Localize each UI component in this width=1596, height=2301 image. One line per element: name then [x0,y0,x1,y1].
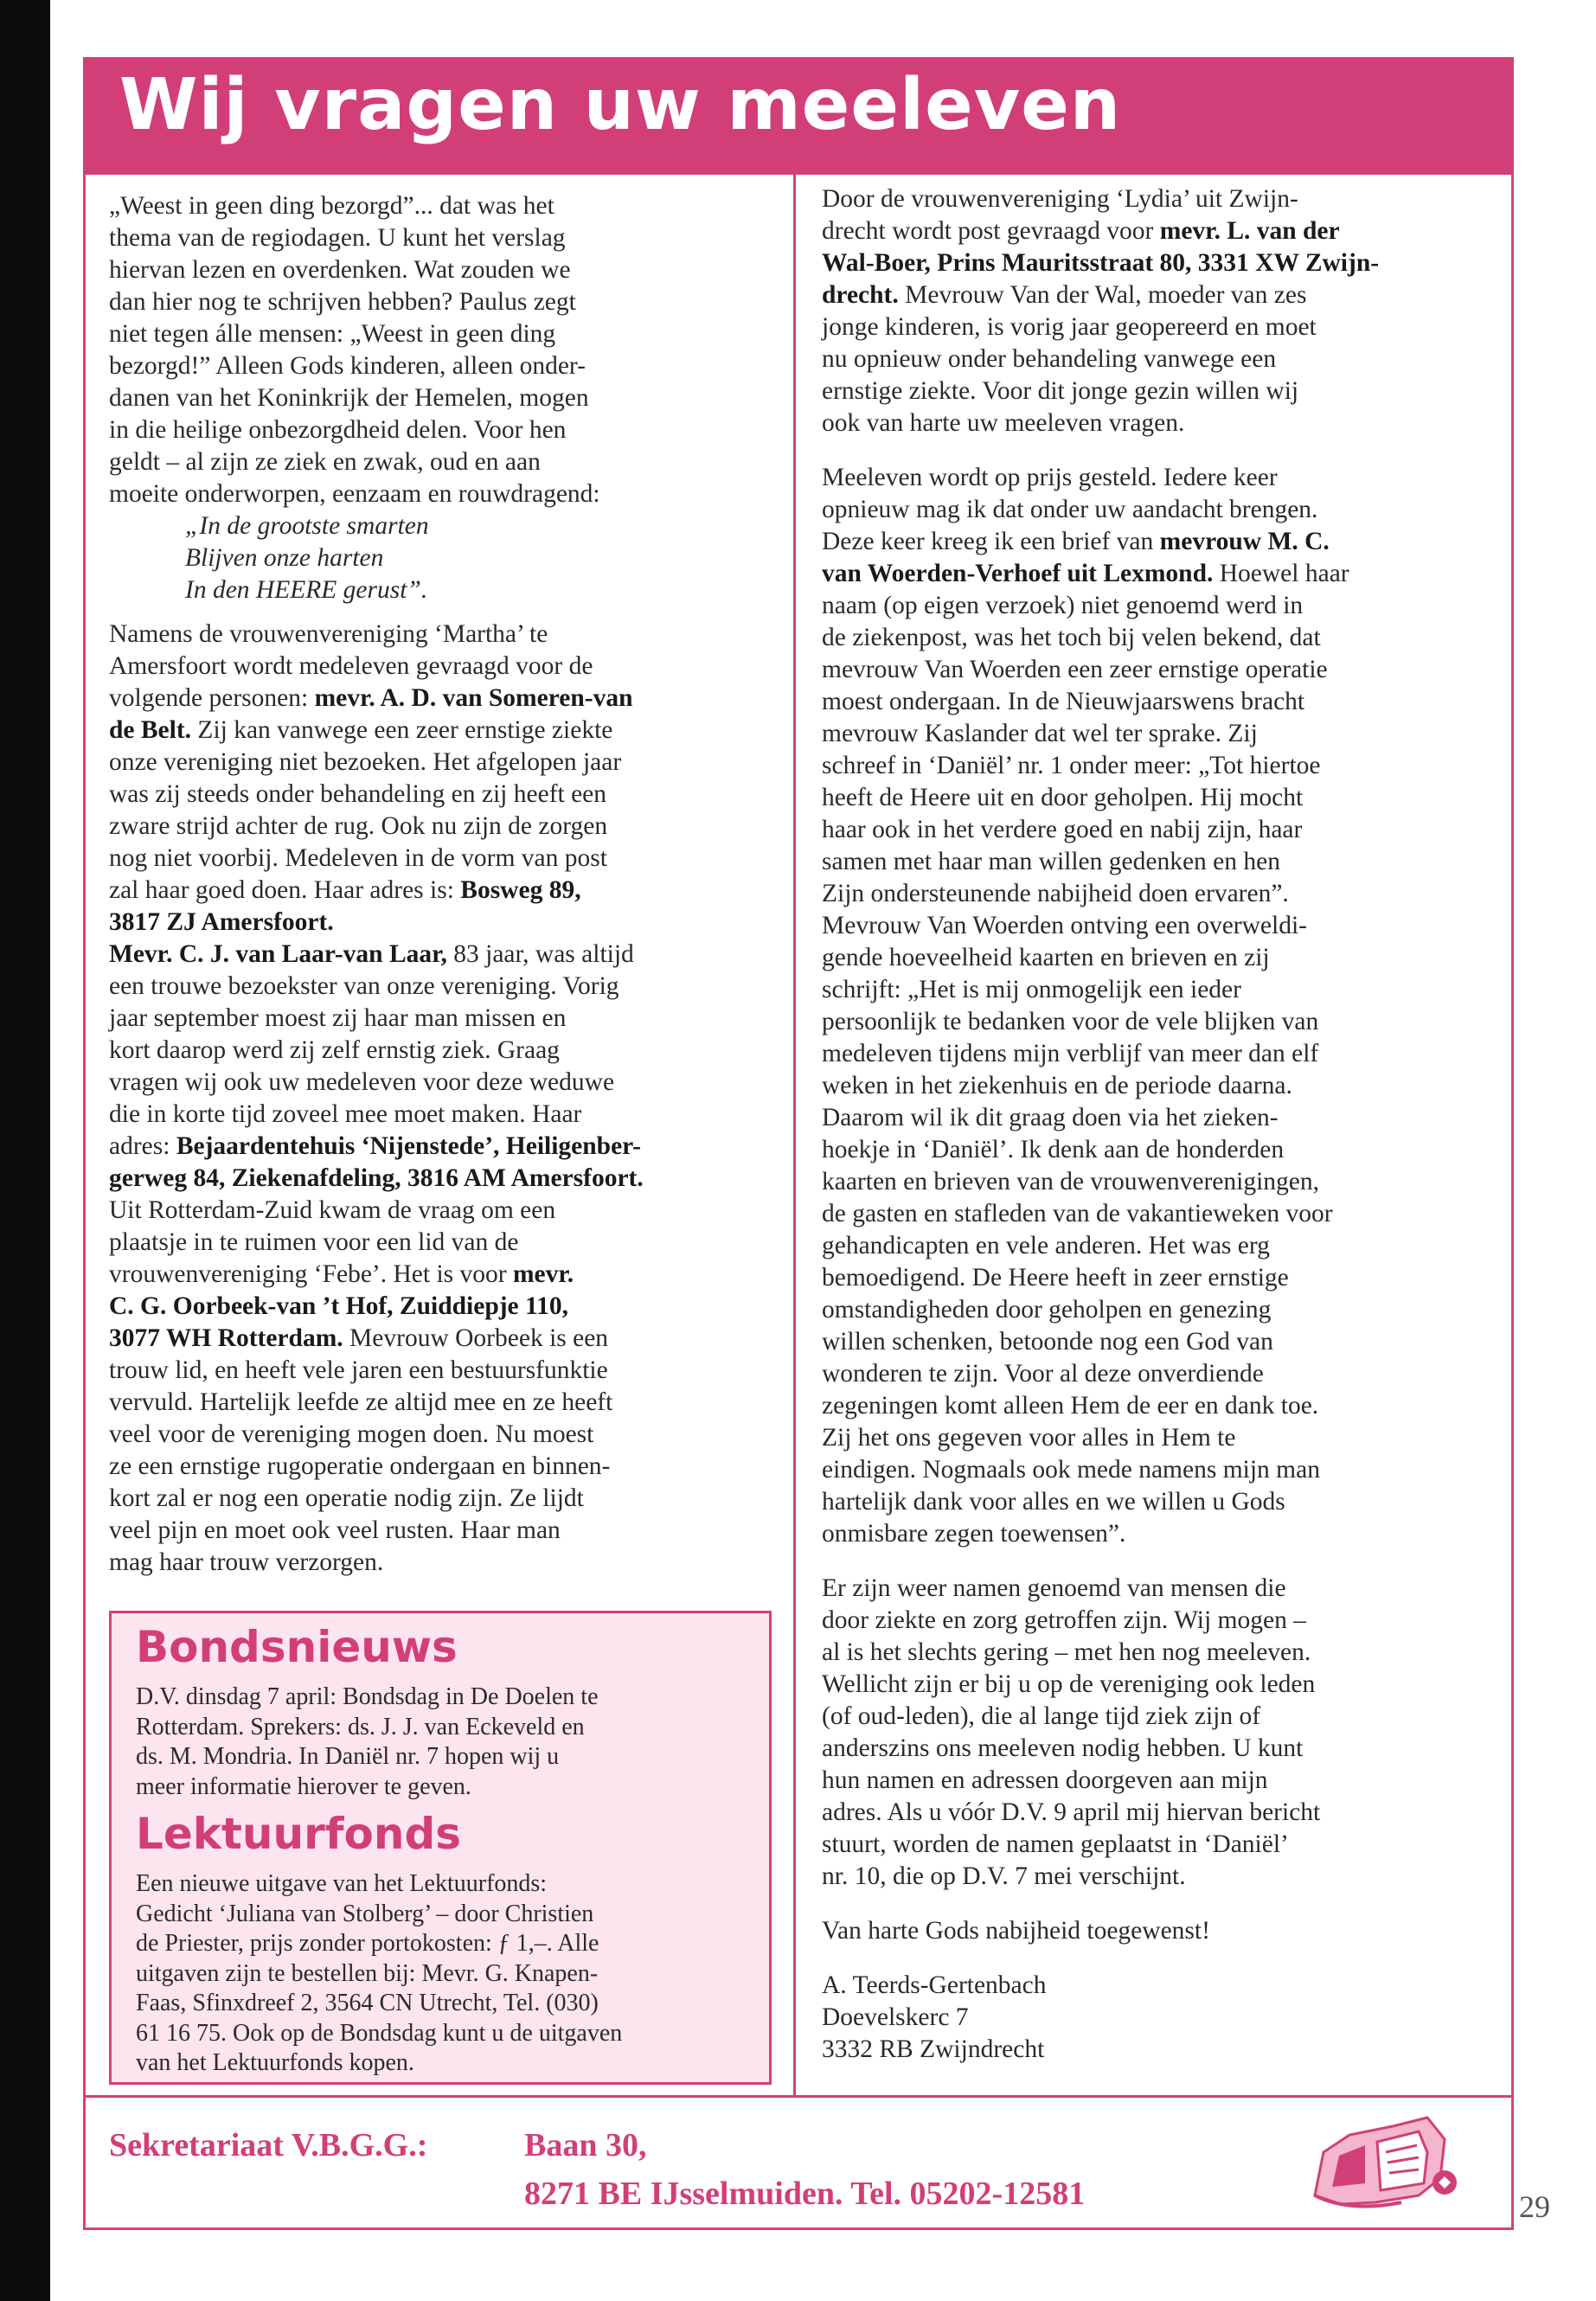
address: 3817 ZJ Amersfoort. [109,908,334,936]
text-line: Meeleven wordt op prijs gesteld. Iedere keer [822,464,1278,491]
text-line: Namens de vrouwenvereniging ‘Martha’ te [109,620,548,648]
poem-line: In den HEERE gerust”. [185,576,428,604]
text-line: volgende personen: mevr. A. D. van Someren-van [109,684,633,712]
text-line: Er zijn weer namen genoemd van mensen die [822,1574,1286,1602]
person-name: Mevr. C. J. van Laar-van Laar, [109,940,447,968]
text-line: eindigen. Nogmaals ook mede namens mijn man [822,1456,1320,1484]
poem-line: „In de grootste smarten [185,512,429,540]
text-line: Mevr. C. J. van Laar-van Laar, 83 jaar, was altijd [109,940,634,968]
secretariat-city-phone: 8271 BE IJsselmuiden. Tel. 05202-12581 [524,2176,1086,2212]
text-line: schreef in ‘Daniël’ nr. 1 onder meer: „Tot hiertoe [822,752,1321,779]
signature-block [822,1970,1488,2066]
text-line: dan hier nog te schrijven hebben? Paulus zegt [109,288,576,316]
text-line: Uit Rotterdam-Zuid kwam de vraag om een [109,1196,556,1224]
person-name: mevrouw M. C. [1159,528,1330,555]
address: drecht. [822,281,899,309]
poem-line: Blijven onze harten [185,544,384,572]
text-line: vrouwenvereniging ‘Febe’. Het is voor mevr. [109,1260,574,1288]
text-line: omstandigheden door geholpen en genezing [822,1296,1272,1324]
lydia-paragraph [822,183,1488,439]
person-name: mevr. L. van der [1159,217,1340,245]
text-line: die in korte tijd zoveel mee moet maken. Haar [109,1100,582,1128]
bondsnieuws-heading: Bondsnieuws [136,1622,458,1672]
association-logo-icon [1298,2100,1471,2213]
text-line: Door de vrouwenvereniging ‘Lydia’ uit Zwijn- [822,185,1298,213]
text-line: veel voor de vereniging mogen doen. Nu moest [109,1420,594,1448]
text-line: Zijn ondersteunende nabijheid doen ervaren”. [822,880,1289,907]
text-line: ernstige ziekte. Voor dit jonge gezin willen wij [822,377,1299,405]
text-line: onmisbare zegen toewensen”. [822,1520,1126,1548]
text-line: de ziekenpost, was het toch bij velen bekend, dat [822,624,1321,651]
right-column [822,183,1488,2066]
text-line: 3077 WH Rotterdam. Mevrouw Oorbeek is een [109,1324,609,1352]
text-line: 61 16 75. Ook op de Bondsdag kunt u de uitgaven [136,2019,623,2047]
address: gerweg 84, Ziekenafdeling, 3816 AM Amersfoort. [109,1164,644,1192]
news-box [109,1611,772,2085]
text-line: al is het slechts gering – met hen nog meeleven. [822,1638,1311,1666]
text-line: hiervan lezen en overdenken. Wat zouden we [109,256,571,284]
text-line: naam (op eigen verzoek) niet genoemd werd in [822,592,1304,619]
text-line: „Weest in geen ding bezorgd”... dat was het [109,192,554,220]
text-line: Deze keer kreeg ik een brief van mevrouw M. C. [822,528,1330,555]
text-line: hoekje in ‘Daniël’. Ik denk aan de honderden [822,1136,1285,1163]
signature-city: 3332 RB Zwijndrecht [822,2035,1045,2063]
text-line: hun namen en adressen doorgeven aan mijn [822,1766,1268,1794]
text-line: geldt – al zijn ze ziek en zwak, oud en aan [109,448,541,476]
text-line: persoonlijk te bedanken voor de vele blijken van [822,1008,1319,1035]
bondsnieuws-body [136,1682,599,1802]
text-line: niet tegen álle mensen: „Weest in geen ding [109,320,556,348]
text-line: opnieuw mag ik dat onder uw aandacht brengen. [822,496,1318,523]
text-line: moeite onderworpen, eenzaam en rouwdragend: [109,480,600,508]
text-line: nu opnieuw onder behandeling vanwege een [822,345,1277,373]
martha-paragraph [109,619,773,939]
text-line: in die heilige onbezorgdheid delen. Voor hen [109,416,567,444]
text-line: meer informatie hierover te geven. [136,1772,471,1800]
text-line: Gedicht ‘Juliana van Stolberg’ – door Christien [136,1900,594,1927]
text-line: drecht wordt post gevraagd voor mevr. L. van der [822,217,1340,245]
text-line: bezorgd!” Alleen Gods kinderen, alleen onder- [109,352,586,380]
text-line: Daarom wil ik dit graag doen via het zieken- [822,1104,1279,1131]
person-name: mevr. A. D. van Someren-van [314,684,633,712]
text-line: de Priester, prijs zonder portokosten: ƒ 1,–. Alle [136,1930,599,1957]
text-line: hartelijk dank voor alles en we willen u Gods [822,1488,1285,1516]
text-line: anderszins ons meeleven nodig hebben. U kunt [822,1734,1304,1762]
signature-name: A. Teerds-Gertenbach [822,1971,1047,1999]
text-line: kort daarop werd zij zelf ernstig ziek. Graag [109,1036,560,1064]
address: C. G. Oorbeek-van ’t Hof, Zuiddiepje 110, [109,1292,569,1320]
lektuurfonds-body [136,1869,622,2079]
text-line: trouw lid, en heeft vele jaren een bestuursfunktie [109,1356,608,1384]
left-column [109,190,773,1579]
closing-line: Van harte Gods nabijheid toegewenst! [822,1917,1210,1945]
text-line: jonge kinderen, is vorig jaar geopereerd en moet [822,313,1317,341]
person-name: mevr. [512,1260,574,1288]
text-line: heeft de Heere uit en door geholpen. Hij mocht [822,784,1304,811]
intro-paragraph [109,190,773,510]
text-line: ook van harte uw meeleven vragen. [822,409,1185,437]
lektuurfonds-heading: Lektuurfonds [136,1809,462,1859]
text-line: de Belt. Zij kan vanwege een zeer ernstige ziekte [109,716,613,744]
text-line: veel pijn en moet ook veel rusten. Haar man [109,1516,561,1544]
address: Bejaardentehuis ‘Nijenstede’, Heiligenber- [176,1132,642,1160]
text-line: adres. Als u vóór D.V. 9 april mij hiervan bericht [822,1798,1321,1826]
person-name: van Woerden-Verhoef uit Lexmond. [822,560,1214,587]
text-line: vervuld. Hartelijk leefde ze altijd mee en ze heeft [109,1388,613,1416]
text-line: kort zal er nog een operatie nodig zijn. Ze lijdt [109,1484,584,1512]
text-line: Een nieuwe uitgave van het Lektuurfonds: [136,1870,548,1897]
text-line: Faas, Sfinxdreef 2, 3564 CN Utrecht, Tel. (030) [136,1990,599,2016]
text-line: een trouwe bezoekster van onze vereniging. Vorig [109,972,619,1000]
page-title: Wij vragen uw meeleven [119,64,1122,146]
text-line: door ziekte en zorg getroffen zijn. Wij mogen – [822,1606,1306,1634]
text-line: schrijft: „Het is mij onmogelijk een ieder [822,976,1241,1003]
text-line: (of oud-leden), die al lange tijd ziek zijn of [822,1702,1261,1730]
text-line: zegeningen komt alleen Hem de eer en dank toe. [822,1392,1319,1420]
text-line: medeleven tijdens mijn verblijf van meer dan elf [822,1040,1319,1067]
text-line: bemoedigend. De Heere heeft in zeer ernstige [822,1264,1289,1292]
text-line: zware strijd achter de rug. Ook nu zijn de zorgen [109,812,608,840]
text-line: wonderen te zijn. Voor al deze onverdiende [822,1360,1264,1388]
text-line: Amersfoort wordt medeleven gevraagd voor de [109,652,593,680]
column-divider [793,175,796,2095]
text-line: van het Lektuurfonds kopen. [136,2049,414,2076]
text-line: was zij steeds onder behandeling en zij heeft een [109,780,607,808]
signature-street: Doevelskerc 7 [822,2003,969,2031]
text-line: drecht. Mevrouw Van der Wal, moeder van zes [822,281,1307,309]
oorbeek-paragraph [109,1195,773,1579]
text-line: D.V. dinsdag 7 april: Bondsdag in De Doelen te [136,1683,599,1710]
text-line: moest ondergaan. In de Nieuwjaarswens bracht [822,688,1305,715]
text-line: adres: Bejaardentehuis ‘Nijenstede’, Heiligenber- [109,1132,642,1160]
text-line: de gasten en stafleden van de vakantieweken voor [822,1200,1333,1227]
text-line: mevrouw Kaslander dat wel ter sprake. Zij [822,720,1258,747]
text-line: kaarten en brieven van de vrouwenverenigingen, [822,1168,1320,1195]
address: 3077 WH Rotterdam. [109,1324,343,1352]
text-line: Wellicht zijn er bij u op de vereniging ook leden [822,1670,1316,1698]
text-line: Rotterdam. Sprekers: ds. J. J. van Eckeveld en [136,1713,585,1740]
text-line: willen schenken, betoonde nog een God van [822,1328,1273,1356]
secretariat-label: Sekretariaat V.B.G.G.: [109,2127,428,2163]
text-line: jaar september moest zij haar man missen en [109,1004,567,1032]
address: Wal-Boer, Prins Mauritsstraat 80, 3331 XW Zwijn- [822,249,1380,277]
text-line: Zij het ons gegeven voor alles in Hem te [822,1424,1236,1452]
text-line: zal haar goed doen. Haar adres is: Bosweg 89, [109,876,581,904]
van-woerden-paragraph [822,462,1488,1550]
poem-quote [109,510,773,606]
text-line: uitgaven zijn te bestellen bij: Mevr. G. Knapen- [136,1959,599,1987]
footer-divider [83,2095,1514,2098]
text-line: mag haar trouw verzorgen. [109,1548,384,1576]
request-paragraph [822,1573,1488,1893]
person-name: de Belt. [109,716,192,744]
text-line: thema van de regiodagen. U kunt het verslag [109,224,566,252]
text-line: samen met haar man willen gedenken en hen [822,848,1280,875]
text-line: mevrouw Van Woerden een zeer ernstige operatie [822,656,1328,683]
text-line: haar ook in het verdere goed en nabij zijn, haar [822,816,1303,843]
text-line: nr. 10, die op D.V. 7 mei verschijnt. [822,1862,1186,1890]
text-line: gende hoeveelheid kaarten en brieven en zij [822,944,1270,971]
text-line: onze vereniging niet bezoeken. Het afgelopen jaar [109,748,622,776]
text-line: danen van het Koninkrijk der Hemelen, mogen [109,384,589,412]
address: Bosweg 89, [460,876,581,904]
secretariat-street: Baan 30, [524,2127,647,2163]
text-line: ze een ernstige rugoperatie ondergaan en binnen- [109,1452,611,1480]
page-number: 29 [1519,2189,1550,2224]
text-line: stuurt, worden de namen geplaatst in ‘Daniël’ [822,1830,1289,1858]
text-line: vragen wij ook uw medeleven voor deze weduwe [109,1068,615,1096]
text-line: van Woerden-Verhoef uit Lexmond. Hoewel haar [822,560,1349,587]
text-line: Mevrouw Van Woerden ontving een overweldi- [822,912,1307,939]
text-line: gehandicapten en vele anderen. Het was erg [822,1232,1270,1259]
text-line: weken in het ziekenhuis en de periode daarna. [822,1072,1292,1099]
text-line: nog niet voorbij. Medeleven in de vorm van post [109,844,607,872]
text-line: plaatsje in te ruimen voor een lid van de [109,1228,519,1256]
van-laar-paragraph [109,939,773,1195]
scan-edge [0,0,50,2301]
text-line: ds. M. Mondria. In Daniël nr. 7 hopen wij u [136,1743,560,1770]
